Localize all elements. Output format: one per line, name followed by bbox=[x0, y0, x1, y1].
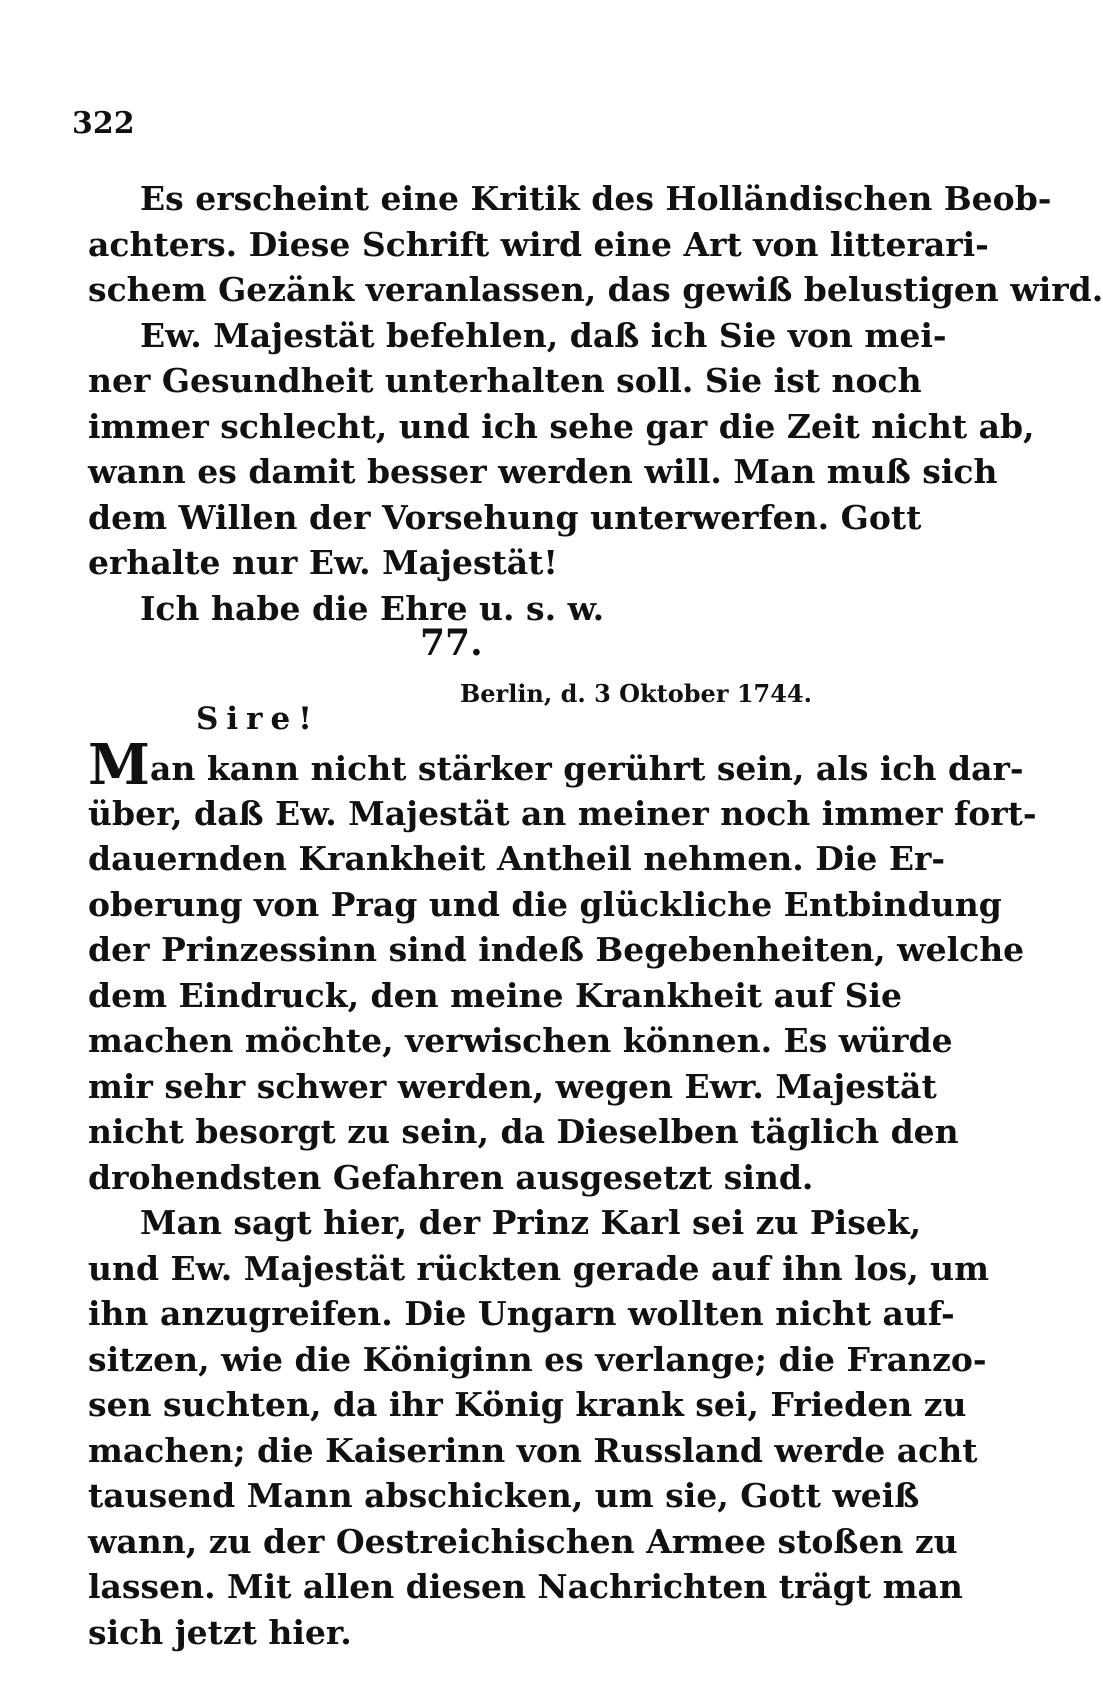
text-line: erhalte nur Ew. Majestät! bbox=[88, 543, 558, 582]
text-line: sen suchten, da ihr König krank sei, Frieden zu bbox=[88, 1385, 967, 1424]
text-line: sich jetzt hier. bbox=[88, 1612, 352, 1652]
text-line-first bbox=[88, 732, 1024, 798]
text-line: oberung von Prag und die glückliche Entbindung bbox=[88, 884, 1002, 924]
text-line: und Ew. Majestät rückten gerade auf ihn los, um bbox=[88, 1248, 990, 1288]
text-line: über, daß Ew. Majestät an meiner noch immer fort- bbox=[88, 793, 1037, 833]
letter-salutation: Sire! bbox=[196, 701, 320, 737]
letter-continuation bbox=[88, 176, 1103, 631]
text-line: dem Eindruck, den meine Krankheit auf Sie bbox=[88, 975, 903, 1015]
text-line: Man sagt hier, der Prinz Karl sei zu Pisek, bbox=[140, 1203, 922, 1242]
text-line: Ew. Majestät befehlen, daß ich Sie von mei- bbox=[140, 315, 947, 355]
text-line: mir sehr schwer werden, wegen Ewr. Majestät bbox=[88, 1066, 937, 1106]
text-line: wann, zu der Oestreichischen Armee stoßen zu bbox=[88, 1521, 958, 1561]
closing-line: Ich habe die Ehre u. s. w. bbox=[140, 588, 605, 628]
text-line: tausend Mann abschicken, um sie, Gott weiß bbox=[88, 1476, 920, 1515]
text-line: machen möchte, verwischen können. Es würde bbox=[88, 1021, 953, 1060]
drop-cap: M bbox=[88, 732, 150, 798]
text-line: wann es damit besser werden will. Man muß sich bbox=[88, 452, 998, 491]
text-line: Es erscheint eine Kritik des Holländischen Beob- bbox=[140, 179, 1052, 218]
text-line: sitzen, wie die Königinn es verlange; die Franzo- bbox=[88, 1339, 987, 1379]
letter-number: 77. bbox=[420, 622, 483, 664]
text-line: dauernden Krankheit Antheil nehmen. Die Er- bbox=[88, 839, 946, 878]
page-number: 322 bbox=[72, 106, 135, 141]
text-line: schem Gezänk veranlassen, das gewiß belustigen wird. bbox=[88, 270, 1103, 309]
text-line: der Prinzessinn sind indeß Begebenheiten, welche bbox=[88, 930, 1025, 969]
text-line: drohendsten Gefahren ausgesetzt sind. bbox=[88, 1157, 814, 1197]
first-line-text: an kann nicht stärker gerührt sein, als ich dar- bbox=[150, 749, 1024, 788]
letter-body bbox=[88, 732, 1037, 1655]
text-line: immer schlecht, und ich sehe gar die Zeit nicht ab, bbox=[88, 406, 1035, 446]
text-line: ner Gesundheit unterhalten soll. Sie ist noch bbox=[88, 361, 922, 400]
text-line: ihn anzugreifen. Die Ungarn wollten nicht auf- bbox=[88, 1294, 955, 1333]
text-line: lassen. Mit allen diesen Nachrichten trägt man bbox=[88, 1567, 963, 1606]
text-line: dem Willen der Vorsehung unterwerfen. Gott bbox=[88, 497, 922, 537]
letter-dateline: Berlin, d. 3 Oktober 1744. bbox=[460, 679, 812, 708]
text-line: achters. Diese Schrift wird eine Art von litterari- bbox=[88, 224, 989, 264]
text-line: machen; die Kaiserinn von Russland werde acht bbox=[88, 1430, 978, 1470]
text-line: nicht besorgt zu sein, da Dieselben täglich den bbox=[88, 1112, 959, 1151]
